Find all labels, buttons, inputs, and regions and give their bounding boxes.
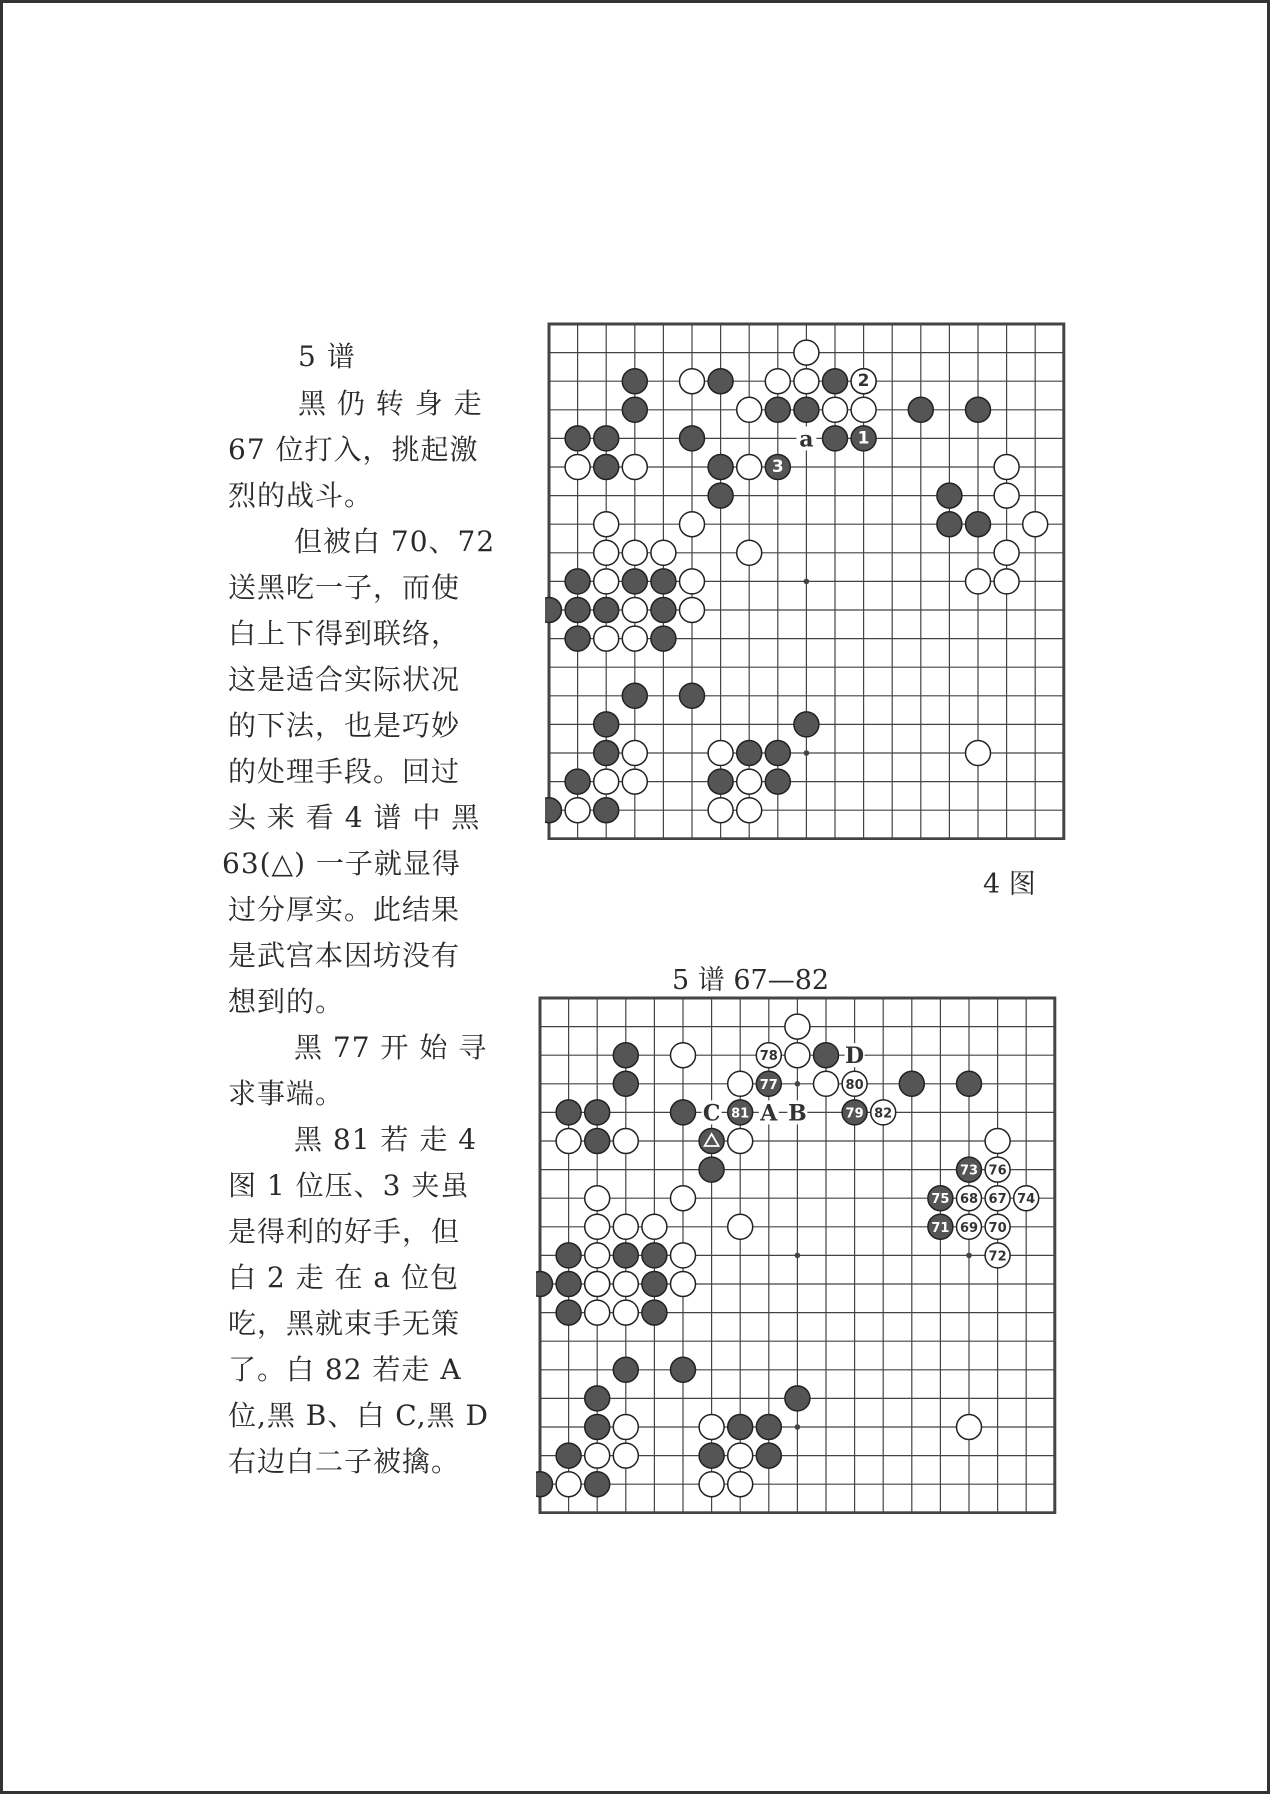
text-line: 的下法，也是巧妙 [228,709,461,742]
star-point [795,1081,801,1087]
d5-black-stone [957,1071,982,1096]
d4-black-stone [565,598,590,623]
d5-black-stone [814,1043,839,1068]
d4-white-stone [966,741,991,766]
text-line: 的处理手段。回过 [228,755,461,788]
d4-black-stone [651,626,676,651]
d4-white-stone [737,798,762,823]
d5-white-stone [728,1071,753,1096]
text-line: 白 2 走 在 a 位包 [228,1261,460,1294]
d5-white-stone [957,1415,982,1440]
board-letter: C [702,1100,721,1127]
text-line: 黑 仍 转 身 走 [298,387,483,420]
d5-white-stone [613,1300,638,1325]
d5-white-stone [985,1129,1010,1154]
d5-black-stone [728,1415,753,1440]
d4-white-stone [680,369,705,394]
d5-white-stone [728,1443,753,1468]
d5-numbered-white-stone-label: 82 [874,1106,893,1122]
d4-black-stone [565,626,590,651]
d4-white-stone [737,397,762,422]
d5-white-stone [671,1272,696,1297]
d5-black-stone [613,1243,638,1268]
d4-black-stone [966,397,991,422]
text-line: 但被白 70、72 [294,525,496,558]
star-point [795,1424,801,1430]
d4-black-stone [622,569,647,594]
d4-black-stone [651,569,676,594]
d5-numbered-black-stone-label: 77 [759,1077,778,1093]
d4-white-stone [737,540,762,565]
d4-white-stone [651,540,676,565]
d5-numbered-white-stone-label: 69 [959,1220,979,1236]
d4-white-stone [622,626,647,651]
d4-white-stone [680,512,705,537]
d4-white-stone [794,369,819,394]
d4-white-stone [622,540,647,565]
d5-black-stone [671,1357,696,1382]
d4-numbered-white-stone-label: 2 [857,371,870,392]
d5-white-stone [613,1443,638,1468]
d4-white-stone [622,455,647,480]
d5-black-stone [556,1100,581,1125]
d5-white-stone [585,1186,610,1211]
d5-white-stone [613,1214,638,1239]
d5-numbered-white-stone-label: 76 [988,1163,1007,1179]
text-line: 送黑吃一子，而使 [228,571,461,604]
d5-black-stone [613,1071,638,1096]
d4-numbered-black-stone-label: 1 [857,428,870,449]
star-point [795,1253,801,1259]
d5-black-stone [899,1071,924,1096]
d4-black-stone [708,483,733,508]
d5-white-stone [785,1014,810,1039]
d5-black-stone [536,1472,553,1497]
d4-black-stone [622,397,647,422]
d4-black-stone [651,598,676,623]
board-letter: a [799,426,814,453]
text-line: 63(△) 一子就显得 [222,847,461,880]
d5-black-stone [642,1243,667,1268]
d4-white-stone [737,769,762,794]
d5-black-stone [585,1472,610,1497]
d4-black-stone [823,369,848,394]
d4-black-stone [823,426,848,451]
d4-black-stone [966,512,991,537]
d5-black-stone [556,1443,581,1468]
text-line: 是得利的好手，但 [228,1215,461,1248]
d4-black-stone [545,798,562,823]
d4-white-stone [737,455,762,480]
d5-white-stone [671,1043,696,1068]
d5-black-stone [671,1100,696,1125]
d5-black-stone [585,1100,610,1125]
board-letter: B [788,1100,807,1127]
d4-black-stone [680,683,705,708]
board-letter: D [845,1043,865,1070]
text-line: 吃，黑就束手无策 [228,1307,461,1340]
d5-black-stone [585,1129,610,1154]
d4-black-stone [937,512,962,537]
d4-white-stone [680,598,705,623]
d4-white-stone [851,397,876,422]
star-point [804,579,810,585]
d5-white-stone [699,1415,724,1440]
d4-white-stone [680,569,705,594]
d5-white-stone [585,1243,610,1268]
d5-numbered-white-stone-label: 72 [988,1249,1007,1265]
d4-white-stone [823,397,848,422]
d4-black-stone [680,426,705,451]
d5-numbered-white-stone-label: 74 [1017,1192,1036,1208]
star-point [966,1253,972,1259]
text-line: 右边白二子被擒。 [228,1445,461,1478]
d5-black-stone [785,1386,810,1411]
d5-white-stone [814,1071,839,1096]
diagram-4-caption: 4 图 [983,869,1036,900]
d4-white-stone [594,569,619,594]
d4-white-stone [794,340,819,365]
d5-white-stone [671,1243,696,1268]
d5-white-stone [585,1443,610,1468]
d4-white-stone [765,369,790,394]
d4-black-stone [622,683,647,708]
d5-black-stone [642,1300,667,1325]
go-diagram-4 [545,320,1069,840]
d5-white-stone [785,1043,810,1068]
d4-black-stone [594,741,619,766]
d4-white-stone [994,540,1019,565]
diagram-5-caption: 5 谱 67—82 [672,965,830,996]
d4-black-stone [594,455,619,480]
d4-black-stone [622,369,647,394]
d5-black-stone [556,1243,581,1268]
d4-black-stone [908,397,933,422]
text-line: 67 位打入，挑起激 [228,433,479,466]
d4-black-stone [765,397,790,422]
d5-numbered-white-stone-label: 80 [845,1077,864,1093]
text-line: 黑 77 开 始 寻 [294,1031,488,1064]
heading: 5 谱 [298,340,356,373]
d4-black-stone [794,712,819,737]
d5-black-stone [756,1415,781,1440]
d5-white-stone [699,1472,724,1497]
d5-white-stone [585,1272,610,1297]
text-line: 这是适合实际状况 [228,663,461,696]
go-diagram-5 [536,994,1060,1514]
d4-black-stone [565,769,590,794]
d4-black-stone [765,769,790,794]
d4-black-stone [765,741,790,766]
d4-white-stone [622,598,647,623]
d5-numbered-white-stone-label: 70 [988,1220,1007,1236]
text-line: 是武宫本因坊没有 [228,939,461,972]
d4-white-stone [1023,512,1048,537]
d4-black-stone [708,769,733,794]
d5-white-stone [585,1214,610,1239]
d5-black-stone [556,1300,581,1325]
d4-black-stone [594,798,619,823]
d4-numbered-black-stone-label: 3 [771,457,784,477]
d4-white-stone [994,455,1019,480]
text-line: 图 1 位压、3 夹虽 [228,1169,470,1202]
d5-white-stone [728,1472,753,1497]
d4-black-stone [737,741,762,766]
d5-numbered-black-stone-label: 79 [845,1106,864,1122]
d4-white-stone [565,455,590,480]
d5-black-stone [585,1386,610,1411]
d4-white-stone [622,769,647,794]
d5-numbered-white-stone-label: 67 [988,1192,1007,1208]
text-line: 白上下得到联络， [228,617,461,650]
d5-black-stone [613,1043,638,1068]
d5-white-stone [556,1472,581,1497]
d4-black-stone [594,598,619,623]
d4-black-stone [708,369,733,394]
text-line: 位,黑 B、白 C,黑 D [228,1399,489,1432]
d4-black-stone [794,397,819,422]
d5-white-stone [585,1300,610,1325]
text-line: 了。白 82 若走 A [228,1353,462,1386]
d5-black-stone [756,1443,781,1468]
star-point [804,750,810,756]
d5-white-stone [728,1214,753,1239]
d4-black-stone [937,483,962,508]
d4-black-stone [545,598,562,623]
d5-white-stone [728,1129,753,1154]
d4-white-stone [565,798,590,823]
d5-white-stone [556,1129,581,1154]
d4-white-stone [966,569,991,594]
d5-black-stone [613,1357,638,1382]
d4-white-stone [594,512,619,537]
d4-white-stone [708,741,733,766]
d4-black-stone [708,455,733,480]
d5-numbered-black-stone-label: 73 [959,1163,979,1179]
d5-numbered-white-stone-label: 78 [759,1049,778,1065]
d5-black-stone [585,1415,610,1440]
d5-numbered-black-stone-label: 81 [731,1106,750,1122]
d5-white-stone [613,1129,638,1154]
text-line: 求事端。 [228,1077,345,1110]
d5-white-stone [642,1214,667,1239]
d4-white-stone [594,769,619,794]
d4-white-stone [594,626,619,651]
d5-black-stone [536,1272,553,1297]
d5-black-stone [699,1443,724,1468]
d5-black-stone [642,1272,667,1297]
board-letter: A [760,1100,778,1127]
d4-black-stone [565,569,590,594]
d4-black-stone [565,426,590,451]
d4-white-stone [622,741,647,766]
d4-white-stone [994,569,1019,594]
d4-white-stone [594,540,619,565]
d4-black-stone [594,426,619,451]
d5-numbered-white-stone-label: 68 [959,1192,979,1208]
d5-white-stone [613,1415,638,1440]
d5-black-stone [556,1272,581,1297]
d5-white-stone [613,1272,638,1297]
d4-white-stone [994,483,1019,508]
text-line: 过分厚实。此结果 [228,893,461,926]
d5-black-stone [699,1157,724,1182]
d4-white-stone [708,798,733,823]
text-line: 头 来 看 4 谱 中 黑 [228,801,481,834]
d5-white-stone [671,1186,696,1211]
d4-black-stone [594,712,619,737]
text-line: 黑 81 若 走 4 [294,1123,478,1156]
d5-numbered-black-stone-label: 71 [931,1220,950,1236]
d5-numbered-black-stone-label: 75 [931,1192,950,1208]
text-line: 想到的。 [228,985,345,1018]
text-line: 烈的战斗。 [228,479,374,512]
